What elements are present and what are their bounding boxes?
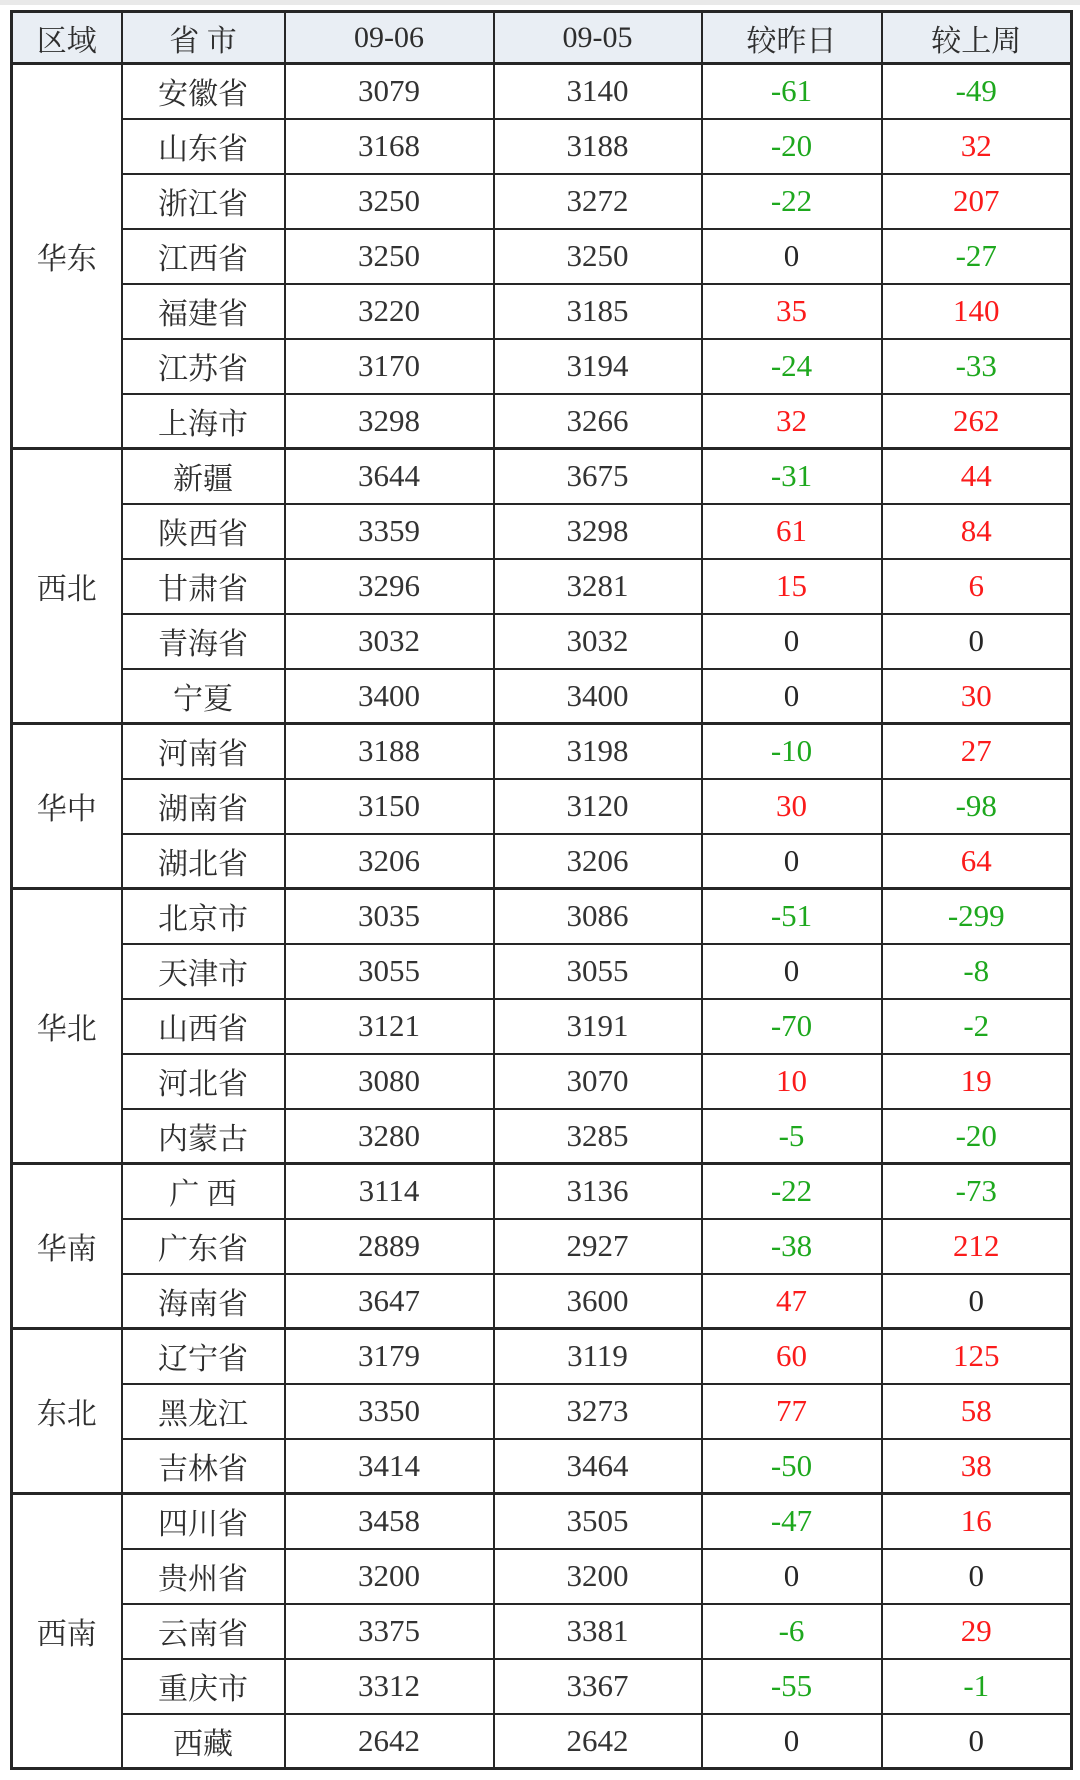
change-vs-yesterday-cell: 77 [702,1384,882,1439]
price-0906-cell: 3250 [285,174,494,229]
price-0905-cell: 3273 [494,1384,702,1439]
table-row [12,1384,1072,1439]
price-0906-cell: 3644 [285,449,494,504]
price-0906-cell: 3296 [285,559,494,614]
change-vs-yesterday-cell: -47 [702,1494,882,1549]
change-vs-lastweek-cell: 29 [882,1604,1072,1659]
change-vs-lastweek-cell: -98 [882,779,1072,834]
province-cell: 西藏 [122,1714,285,1769]
change-vs-lastweek-cell: 27 [882,724,1072,779]
change-vs-yesterday-cell: -50 [702,1439,882,1494]
price-0906-cell: 2642 [285,1714,494,1769]
province-cell: 四川省 [122,1494,285,1549]
province-cell: 江苏省 [122,339,285,394]
price-0906-cell: 3121 [285,999,494,1054]
table-row [12,669,1072,724]
change-vs-yesterday-cell: 32 [702,394,882,449]
price-0906-cell: 3150 [285,779,494,834]
change-vs-lastweek-cell: -27 [882,229,1072,284]
change-vs-lastweek-cell: 0 [882,1274,1072,1329]
price-0906-cell: 3055 [285,944,494,999]
change-vs-yesterday-cell: 0 [702,834,882,889]
province-cell: 江西省 [122,229,285,284]
change-vs-yesterday-cell: 10 [702,1054,882,1109]
price-0906-cell: 3647 [285,1274,494,1329]
change-vs-lastweek-cell: 19 [882,1054,1072,1109]
header-row [12,12,1072,64]
province-cell: 山东省 [122,119,285,174]
change-vs-yesterday-cell: 47 [702,1274,882,1329]
table-row [12,834,1072,889]
table-row [12,1219,1072,1274]
change-vs-yesterday-cell: -51 [702,889,882,944]
change-vs-yesterday-cell: -24 [702,339,882,394]
price-0906-cell: 3220 [285,284,494,339]
province-cell: 重庆市 [122,1659,285,1714]
price-0905-cell: 2927 [494,1219,702,1274]
header-region: 区域 [12,12,122,64]
change-vs-lastweek-cell: 0 [882,614,1072,669]
table-row [12,999,1072,1054]
change-vs-yesterday-cell: 0 [702,1714,882,1769]
table-row [12,64,1072,119]
province-cell: 河北省 [122,1054,285,1109]
province-cell: 湖北省 [122,834,285,889]
table-row [12,284,1072,339]
price-0905-cell: 3367 [494,1659,702,1714]
top-strip [0,0,1080,5]
price-0905-cell: 3194 [494,339,702,394]
price-0905-cell: 3381 [494,1604,702,1659]
table-row [12,1494,1072,1549]
price-0906-cell: 3114 [285,1164,494,1219]
header-vs-lastweek: 较上周 [882,12,1072,64]
change-vs-yesterday-cell: -55 [702,1659,882,1714]
table-row [12,1659,1072,1714]
regional-price-table [10,10,1073,1770]
table-row [12,1549,1072,1604]
province-cell: 吉林省 [122,1439,285,1494]
price-0905-cell: 3600 [494,1274,702,1329]
province-cell: 上海市 [122,394,285,449]
price-0906-cell: 3359 [285,504,494,559]
table-row [12,1054,1072,1109]
header-vs-yesterday: 较昨日 [702,12,882,64]
price-0906-cell: 3375 [285,1604,494,1659]
table-row [12,1109,1072,1164]
province-cell: 山西省 [122,999,285,1054]
table-row [12,944,1072,999]
price-0906-cell: 3350 [285,1384,494,1439]
table-row [12,1604,1072,1659]
table-row [12,614,1072,669]
change-vs-lastweek-cell: 212 [882,1219,1072,1274]
price-0906-cell: 3206 [285,834,494,889]
change-vs-yesterday-cell: -22 [702,174,882,229]
price-0906-cell: 3035 [285,889,494,944]
province-cell: 安徽省 [122,64,285,119]
table-row [12,1274,1072,1329]
province-cell: 陕西省 [122,504,285,559]
province-cell: 辽宁省 [122,1329,285,1384]
change-vs-yesterday-cell: 35 [702,284,882,339]
table-row [12,119,1072,174]
price-0905-cell: 3185 [494,284,702,339]
table-row [12,339,1072,394]
price-0905-cell: 3298 [494,504,702,559]
price-0905-cell: 3266 [494,394,702,449]
table-row [12,394,1072,449]
price-0906-cell: 3298 [285,394,494,449]
table-row [12,229,1072,284]
change-vs-lastweek-cell: 44 [882,449,1072,504]
price-0905-cell: 3055 [494,944,702,999]
table-row [12,1329,1072,1384]
table-body [12,64,1072,1769]
price-0906-cell: 3188 [285,724,494,779]
change-vs-lastweek-cell: -49 [882,64,1072,119]
price-0905-cell: 3086 [494,889,702,944]
region-cell: 华中 [12,724,122,889]
price-0905-cell: 3400 [494,669,702,724]
change-vs-yesterday-cell: 0 [702,944,882,999]
price-0905-cell: 3119 [494,1329,702,1384]
table-row [12,779,1072,834]
change-vs-yesterday-cell: -70 [702,999,882,1054]
table-row [12,1164,1072,1219]
price-0906-cell: 3400 [285,669,494,724]
change-vs-lastweek-cell: -299 [882,889,1072,944]
price-0905-cell: 3200 [494,1549,702,1604]
province-cell: 河南省 [122,724,285,779]
header-province: 省 市 [122,12,285,64]
table-row [12,724,1072,779]
province-cell: 云南省 [122,1604,285,1659]
change-vs-lastweek-cell: 16 [882,1494,1072,1549]
price-0905-cell: 3032 [494,614,702,669]
table-row [12,504,1072,559]
price-0905-cell: 3281 [494,559,702,614]
change-vs-lastweek-cell: -1 [882,1659,1072,1714]
change-vs-yesterday-cell: 0 [702,614,882,669]
region-cell: 东北 [12,1329,122,1494]
price-0905-cell: 3070 [494,1054,702,1109]
province-cell: 福建省 [122,284,285,339]
price-0906-cell: 3079 [285,64,494,119]
change-vs-lastweek-cell: 32 [882,119,1072,174]
price-0905-cell: 3191 [494,999,702,1054]
province-cell: 宁夏 [122,669,285,724]
price-0905-cell: 3120 [494,779,702,834]
province-cell: 海南省 [122,1274,285,1329]
change-vs-lastweek-cell: 0 [882,1714,1072,1769]
price-0905-cell: 3464 [494,1439,702,1494]
change-vs-lastweek-cell: 0 [882,1549,1072,1604]
price-0905-cell: 3206 [494,834,702,889]
region-cell: 西北 [12,449,122,724]
change-vs-lastweek-cell: 38 [882,1439,1072,1494]
change-vs-yesterday-cell: 0 [702,669,882,724]
change-vs-lastweek-cell: -73 [882,1164,1072,1219]
price-0905-cell: 3272 [494,174,702,229]
change-vs-yesterday-cell: -38 [702,1219,882,1274]
change-vs-lastweek-cell: -2 [882,999,1072,1054]
change-vs-lastweek-cell: -20 [882,1109,1072,1164]
price-0906-cell: 3250 [285,229,494,284]
price-0906-cell: 3414 [285,1439,494,1494]
price-0905-cell: 2642 [494,1714,702,1769]
region-cell: 华北 [12,889,122,1164]
region-cell: 华南 [12,1164,122,1329]
province-cell: 内蒙古 [122,1109,285,1164]
change-vs-yesterday-cell: 0 [702,1549,882,1604]
price-0906-cell: 3200 [285,1549,494,1604]
province-cell: 青海省 [122,614,285,669]
price-0905-cell: 3675 [494,449,702,504]
header-date-0905: 09-05 [494,12,702,64]
price-0906-cell: 3170 [285,339,494,394]
province-cell: 贵州省 [122,1549,285,1604]
table-row [12,889,1072,944]
change-vs-yesterday-cell: 0 [702,229,882,284]
change-vs-yesterday-cell: -10 [702,724,882,779]
change-vs-yesterday-cell: 60 [702,1329,882,1384]
price-0906-cell: 3032 [285,614,494,669]
header-date-0906: 09-06 [285,12,494,64]
change-vs-lastweek-cell: 30 [882,669,1072,724]
region-cell: 西南 [12,1494,122,1769]
table-header [12,12,1072,64]
change-vs-lastweek-cell: 64 [882,834,1072,889]
table-row [12,449,1072,504]
price-0906-cell: 2889 [285,1219,494,1274]
province-cell: 广 西 [122,1164,285,1219]
change-vs-lastweek-cell: 58 [882,1384,1072,1439]
change-vs-lastweek-cell: 140 [882,284,1072,339]
price-0905-cell: 3198 [494,724,702,779]
province-cell: 新疆 [122,449,285,504]
province-cell: 广东省 [122,1219,285,1274]
change-vs-yesterday-cell: 30 [702,779,882,834]
price-0905-cell: 3136 [494,1164,702,1219]
province-cell: 甘肃省 [122,559,285,614]
price-0906-cell: 3179 [285,1329,494,1384]
price-0905-cell: 3140 [494,64,702,119]
table-row [12,1439,1072,1494]
change-vs-lastweek-cell: 262 [882,394,1072,449]
change-vs-yesterday-cell: -61 [702,64,882,119]
table-row [12,174,1072,229]
price-0905-cell: 3285 [494,1109,702,1164]
change-vs-yesterday-cell: -31 [702,449,882,504]
table-row [12,1714,1072,1769]
change-vs-yesterday-cell: -22 [702,1164,882,1219]
province-cell: 天津市 [122,944,285,999]
price-0906-cell: 3280 [285,1109,494,1164]
province-cell: 浙江省 [122,174,285,229]
price-0905-cell: 3188 [494,119,702,174]
price-0906-cell: 3168 [285,119,494,174]
change-vs-yesterday-cell: -20 [702,119,882,174]
change-vs-lastweek-cell: 84 [882,504,1072,559]
table-row [12,559,1072,614]
change-vs-lastweek-cell: -8 [882,944,1072,999]
price-0905-cell: 3505 [494,1494,702,1549]
change-vs-lastweek-cell: -33 [882,339,1072,394]
price-0906-cell: 3312 [285,1659,494,1714]
price-0906-cell: 3080 [285,1054,494,1109]
change-vs-lastweek-cell: 207 [882,174,1072,229]
region-cell: 华东 [12,64,122,449]
province-cell: 湖南省 [122,779,285,834]
price-0906-cell: 3458 [285,1494,494,1549]
province-cell: 黑龙江 [122,1384,285,1439]
change-vs-lastweek-cell: 6 [882,559,1072,614]
province-cell: 北京市 [122,889,285,944]
change-vs-yesterday-cell: 15 [702,559,882,614]
change-vs-yesterday-cell: -6 [702,1604,882,1659]
price-0905-cell: 3250 [494,229,702,284]
change-vs-yesterday-cell: 61 [702,504,882,559]
change-vs-lastweek-cell: 125 [882,1329,1072,1384]
change-vs-yesterday-cell: -5 [702,1109,882,1164]
